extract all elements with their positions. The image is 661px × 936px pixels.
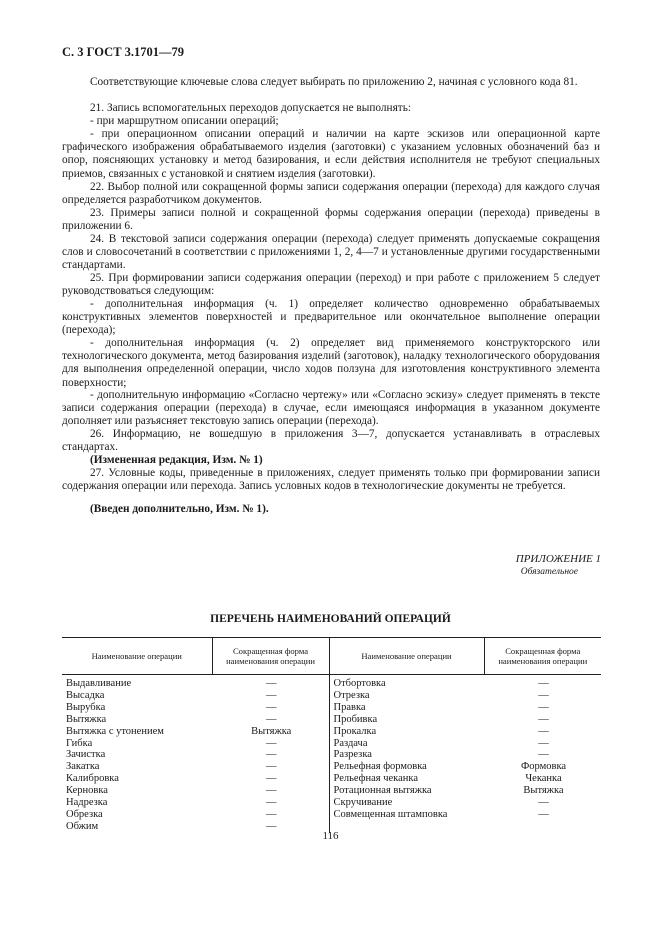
operation-name-cell: Вытяжка — [66, 713, 107, 725]
short-form-cell: — — [266, 785, 277, 797]
page-number: 116 — [322, 830, 339, 842]
paragraph: 27. Условные коды, приведенные в приложениях, следует применять только при формировании записи содержания операции или перехода. Запись условных кодов в технологические документы не требуется. — [62, 467, 600, 493]
short-form-cell: — — [266, 737, 277, 749]
short-form-cell: — — [266, 701, 277, 713]
paragraph: - дополнительную информацию «Согласно чертежу» или «Согласно эскизу» следует применять в тексте записи содержания операции (перехода) в случае, если имеющаяся информация в указанном документе дополняет или разъясняет текстовую запись операции (перехода). — [62, 389, 600, 428]
operation-name-cell: Выдавливание — [66, 678, 132, 689]
table-row — [62, 714, 601, 726]
operation-name-cell: Отбортовка — [329, 675, 484, 690]
table-row — [62, 690, 601, 702]
column-header: Наименование операции — [62, 638, 212, 675]
operation-name-cell: Надрезка — [66, 797, 108, 809]
short-form-cell: — — [266, 713, 277, 725]
short-form-cell: — — [538, 808, 549, 820]
paragraph: 23. Примеры записи полной и сокращенной формы содержания операции (перехода) приведены в приложении 6. — [62, 207, 600, 233]
short-form-cell: — — [538, 749, 549, 761]
table-row — [62, 675, 601, 690]
table-row — [62, 738, 601, 750]
table-row — [62, 702, 601, 714]
paragraph: - дополнительная информация (ч. 2) определяет вид применяемого конструкторского или технологического документа, метод базирования изделий (заготовок), наладку технологического оборудования для выполнения определенной операции, число ходов ползуна для изготовления конструктивного элемента поверхности; — [62, 337, 600, 389]
operation-name-cell: Правка — [329, 702, 484, 714]
short-form-cell: — — [538, 797, 549, 809]
amendment-note: (Измененная редакция, Изм. № 1) — [90, 454, 263, 466]
table-row — [62, 773, 601, 785]
operation-name-cell: Высадка — [66, 689, 105, 701]
operation-name-cell: Обжим — [66, 820, 99, 832]
short-form-cell: — — [266, 761, 277, 773]
short-form-cell: — — [538, 725, 549, 737]
column-header: Сокращенная форма наименования операции — [484, 638, 601, 675]
short-form-cell: — — [538, 701, 549, 713]
short-form-cell: — — [266, 808, 277, 820]
table-row — [62, 797, 601, 809]
short-form-cell: — — [266, 689, 277, 701]
operation-name-cell: Скручивание — [329, 797, 484, 809]
short-form-cell: — — [538, 737, 549, 749]
table-row — [62, 749, 601, 761]
paragraph: - дополнительная информация (ч. 1) определяет количество одновременно обрабатываемых конструктивных элементов поверхностей и предварительное или окончательное выполнение операции (перехода); — [62, 298, 600, 337]
operation-name-cell: Раздача — [329, 738, 484, 750]
short-form-cell: — — [538, 689, 549, 701]
annex-subtitle: Обязательное — [520, 567, 578, 577]
paragraph: 25. При формировании записи содержания операции (переход) и при работе с приложением 5 следует руководствоваться следующим: — [62, 272, 600, 298]
column-header: Сокращенная форма наименования операции — [212, 638, 329, 675]
operation-name-cell: Зачистка — [66, 749, 106, 761]
paragraph: 21. Запись вспомогательных переходов допускается не выполнять: — [90, 102, 412, 114]
table-header-row — [62, 638, 601, 675]
short-form-cell: — — [266, 797, 277, 809]
operations-table — [62, 637, 601, 833]
page-header: С. 3 ГОСТ 3.1701—79 — [62, 45, 185, 59]
paragraph: - при операционном описании операций и наличии на карте эскизов или операционной карте графического изображения обрабатываемого изделия (заготовки) с указанием условных обозначений баз и опор, поясняющих установку и метод базирования, и если действия исполнителя не требуют специальных приемов, связанных с установкой и снятием изделия (заготовки). — [62, 128, 600, 180]
short-form-cell: — — [538, 713, 549, 725]
operation-name-cell: Совмещенная штамповка — [329, 809, 484, 821]
operation-name-cell: Гибка — [66, 737, 93, 749]
short-form-cell: Вытяжка — [523, 785, 564, 797]
operation-name-cell: Закатка — [66, 761, 100, 773]
short-form-cell: — — [266, 820, 277, 832]
short-form-cell: Формовка — [520, 761, 567, 773]
operation-name-cell: Обрезка — [66, 808, 103, 820]
operation-name-cell: Отрезка — [329, 690, 484, 702]
short-form-cell: — — [266, 678, 277, 689]
operation-name-cell: Разрезка — [329, 749, 484, 761]
short-form-cell: Чеканка — [525, 773, 562, 785]
table-row — [62, 785, 601, 797]
paragraph: 26. Информацию, не вошедшую в приложения 3—7, допускается устанавливать в отраслевых стандартах. — [62, 428, 600, 454]
operation-name-cell: Прокалка — [329, 726, 484, 738]
table-row — [62, 726, 601, 738]
short-form-cell: — — [538, 678, 549, 689]
column-header: Наименование операции — [329, 638, 484, 675]
operation-name-cell: Вытяжка с утонением — [66, 725, 164, 737]
operation-name-cell: Ротационная вытяжка — [329, 785, 484, 797]
operation-name-cell: Калибровка — [66, 773, 119, 785]
operation-name-cell: Вырубка — [66, 701, 106, 713]
short-form-cell: — — [266, 773, 277, 785]
amendment-note: (Введен дополнительно, Изм. № 1). — [90, 503, 269, 515]
operation-name-cell: Пробивка — [329, 714, 484, 726]
list-title: ПЕРЕЧЕНЬ НАИМЕНОВАНИЙ ОПЕРАЦИЙ — [210, 613, 451, 625]
paragraph: 22. Выбор полной или сокращенной формы записи содержания операции (перехода) для каждого случая определяется разработчиком документов. — [62, 181, 600, 207]
paragraph: Соответствующие ключевые слова следует выбирать по приложению 2, начиная с условного кода 81. — [90, 76, 578, 88]
table-row — [62, 761, 601, 773]
operation-name-cell: Рельефная формовка — [329, 761, 484, 773]
paragraph: 24. В текстовой записи содержания операции (перехода) следует применять допускаемые сокращения слов и словосочетаний в соответствии с приложениями 1, 2, 4—7 и установленные другими государственными стандартами. — [62, 233, 600, 272]
operation-name-cell: Рельефная чеканка — [329, 773, 484, 785]
operation-name-cell: Керновка — [66, 785, 108, 797]
annex-title: ПРИЛОЖЕНИЕ 1 — [515, 553, 601, 565]
paragraph: - при маршрутном описании операций; — [90, 115, 279, 127]
table-row — [62, 809, 601, 821]
short-form-cell: — — [266, 749, 277, 761]
short-form-cell: Вытяжка — [251, 725, 292, 737]
